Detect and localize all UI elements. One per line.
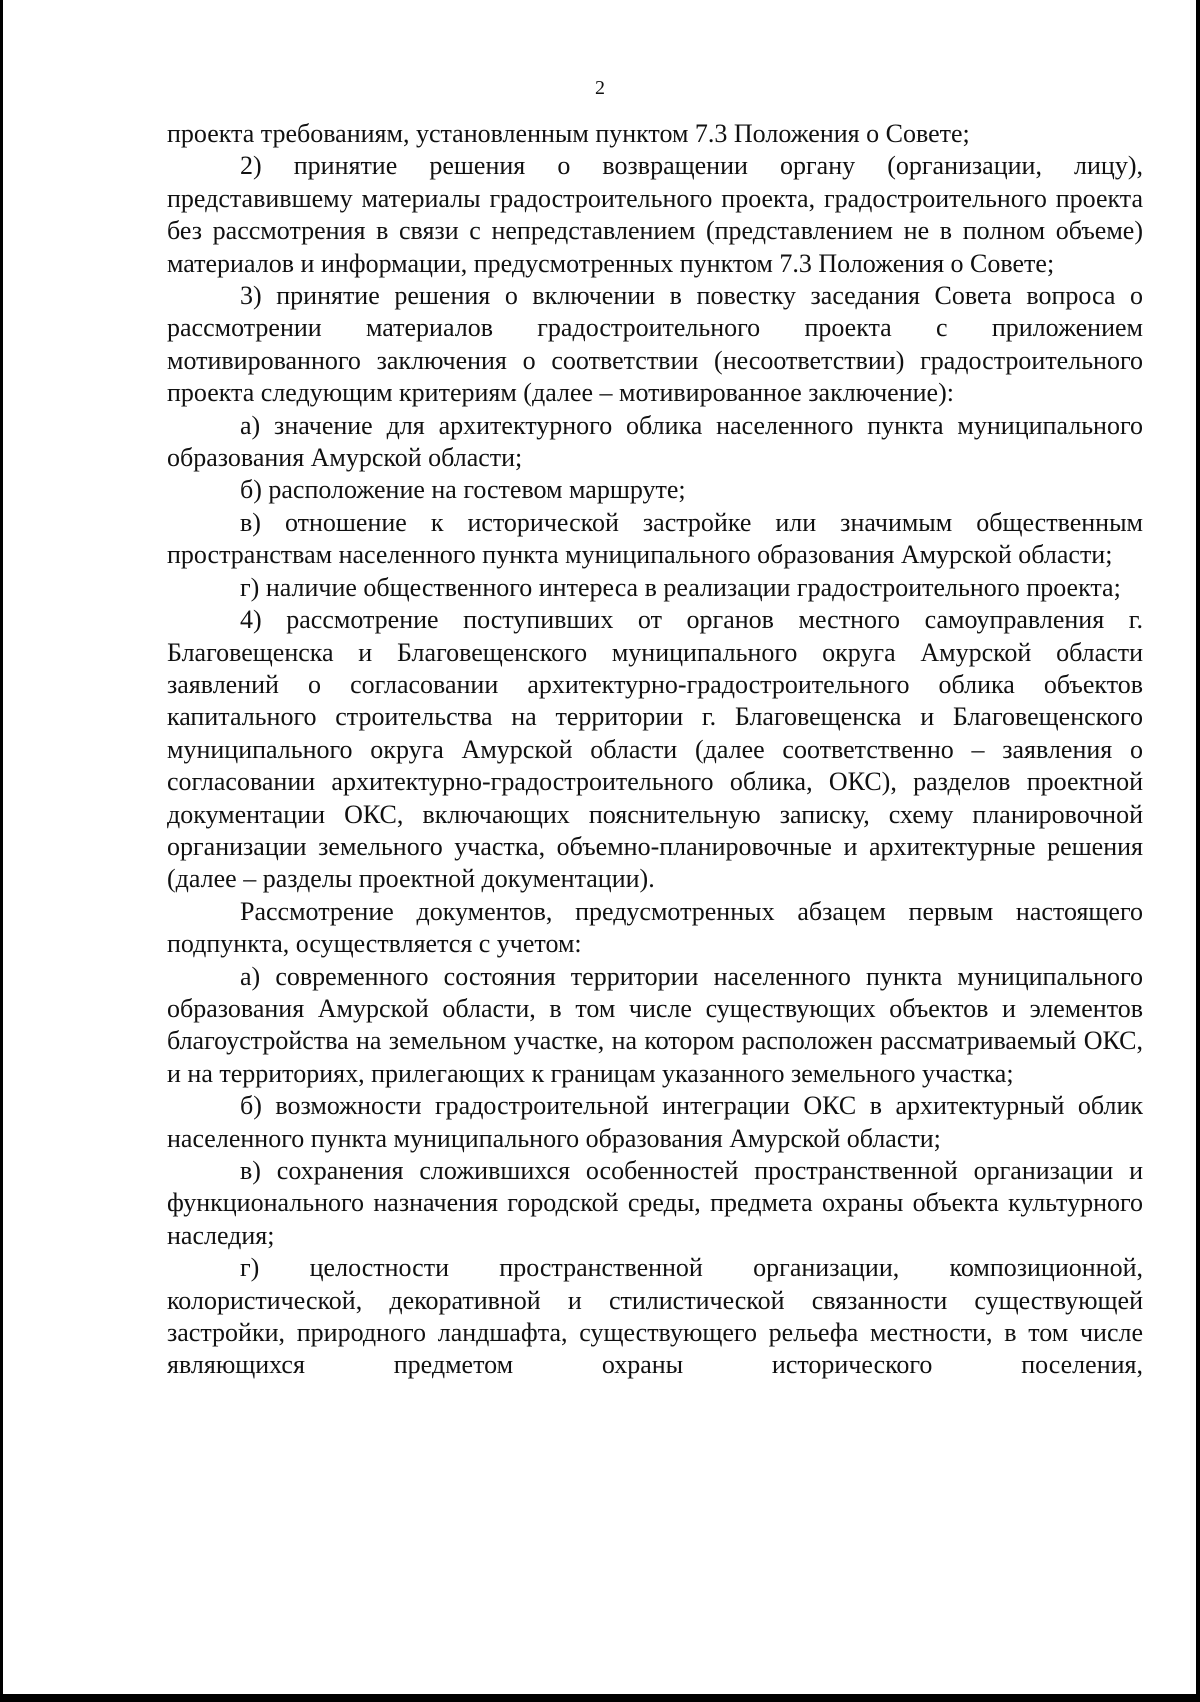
- scan-left-border: [0, 0, 3, 1702]
- paragraph-review-v: в) сохранения сложившихся особенностей пространственной организации и функционального назначения городской среды, предмета охраны объекта культурного наследия;: [167, 1156, 1143, 1250]
- paragraph-review-intro: Рассмотрение документов, предусмотренных абзацем первым настоящего подпункта, осуществляется с учетом:: [167, 896, 1143, 959]
- paragraph-continuation: проекта требованиям, установленным пунктом 7.3 Положения о Совете;: [167, 119, 970, 148]
- paragraph-criterion-a: а) значение для архитектурного облика населенного пункта муниципального образования Амурской области;: [167, 410, 1143, 473]
- paragraph-review-b: б) возможности градостроительной интеграции ОКС в архитектурный облик населенного пункта муниципального образования Амурской области;: [167, 1091, 1143, 1153]
- scan-right-border: [1196, 0, 1200, 1702]
- scan-bottom-border: [0, 1694, 1200, 1702]
- paragraph-item-3: 3) принятие решения о включении в повестку заседания Совета вопроса о рассмотрении материалов градостроительного проекта с приложением мотивированного заключения о соответствии (несоответствии) градостроительного проекта следующим критериям (далее – мотивированное заключение):: [167, 281, 1143, 408]
- paragraph-review-a: а) современного состояния территории населенного пункта муниципального образования Амурской области, в том числе существующих объектов и элементов благоустройства на земельном участке, на котором расположен рассматриваемый ОКС, и на территориях, прилегающих к границам указанного земельного участка;: [167, 961, 1143, 1088]
- document-body: [167, 118, 1143, 1382]
- paragraph-item-4: 4) рассмотрение поступивших от органов местного самоуправления г. Благовещенска и Благовещенского муниципального округа Амурской области заявлений о согласовании архитектурно-градостроительного облика объектов капитального строительства на территории г. Благовещенска и Благовещенского муниципального округа Амурской области (далее соответственно – заявления о согласовании архитектурно-градостроительного облика, ОКС), разделов проектной документации ОКС, включающих пояснительную записку, схему планировочной организации земельного участка, объемно-планировочные и архитектурные решения (далее – разделы проектной документации).: [167, 605, 1143, 894]
- paragraph-item-2: 2) принятие решения о возвращении органу (организации, лицу), представившему материалы градостроительного проекта, градостроительного проекта без рассмотрения в связи с непредставлением (представлением не в полном объеме) материалов и информации, предусмотренных пунктом 7.3 Положения о Совете;: [167, 151, 1143, 278]
- paragraph-criterion-v: в) отношение к исторической застройке или значимым общественным пространствам населенного пункта муниципального образования Амурской области;: [167, 507, 1143, 570]
- paragraph-criterion-b: б) расположение на гостевом маршруте;: [240, 475, 686, 505]
- paragraph-review-g: г) целостности пространственной организации, композиционной, колористической, декоративной и стилистической связанности существующей застройки, природного ландшафта, существующего рельефа местности, в том числе являющихся предметом охраны исторического поселения,: [167, 1253, 1143, 1380]
- page-number: 2: [595, 77, 605, 99]
- paragraph-criterion-g: г) наличие общественного интереса в реализации градостроительного проекта;: [240, 572, 1121, 602]
